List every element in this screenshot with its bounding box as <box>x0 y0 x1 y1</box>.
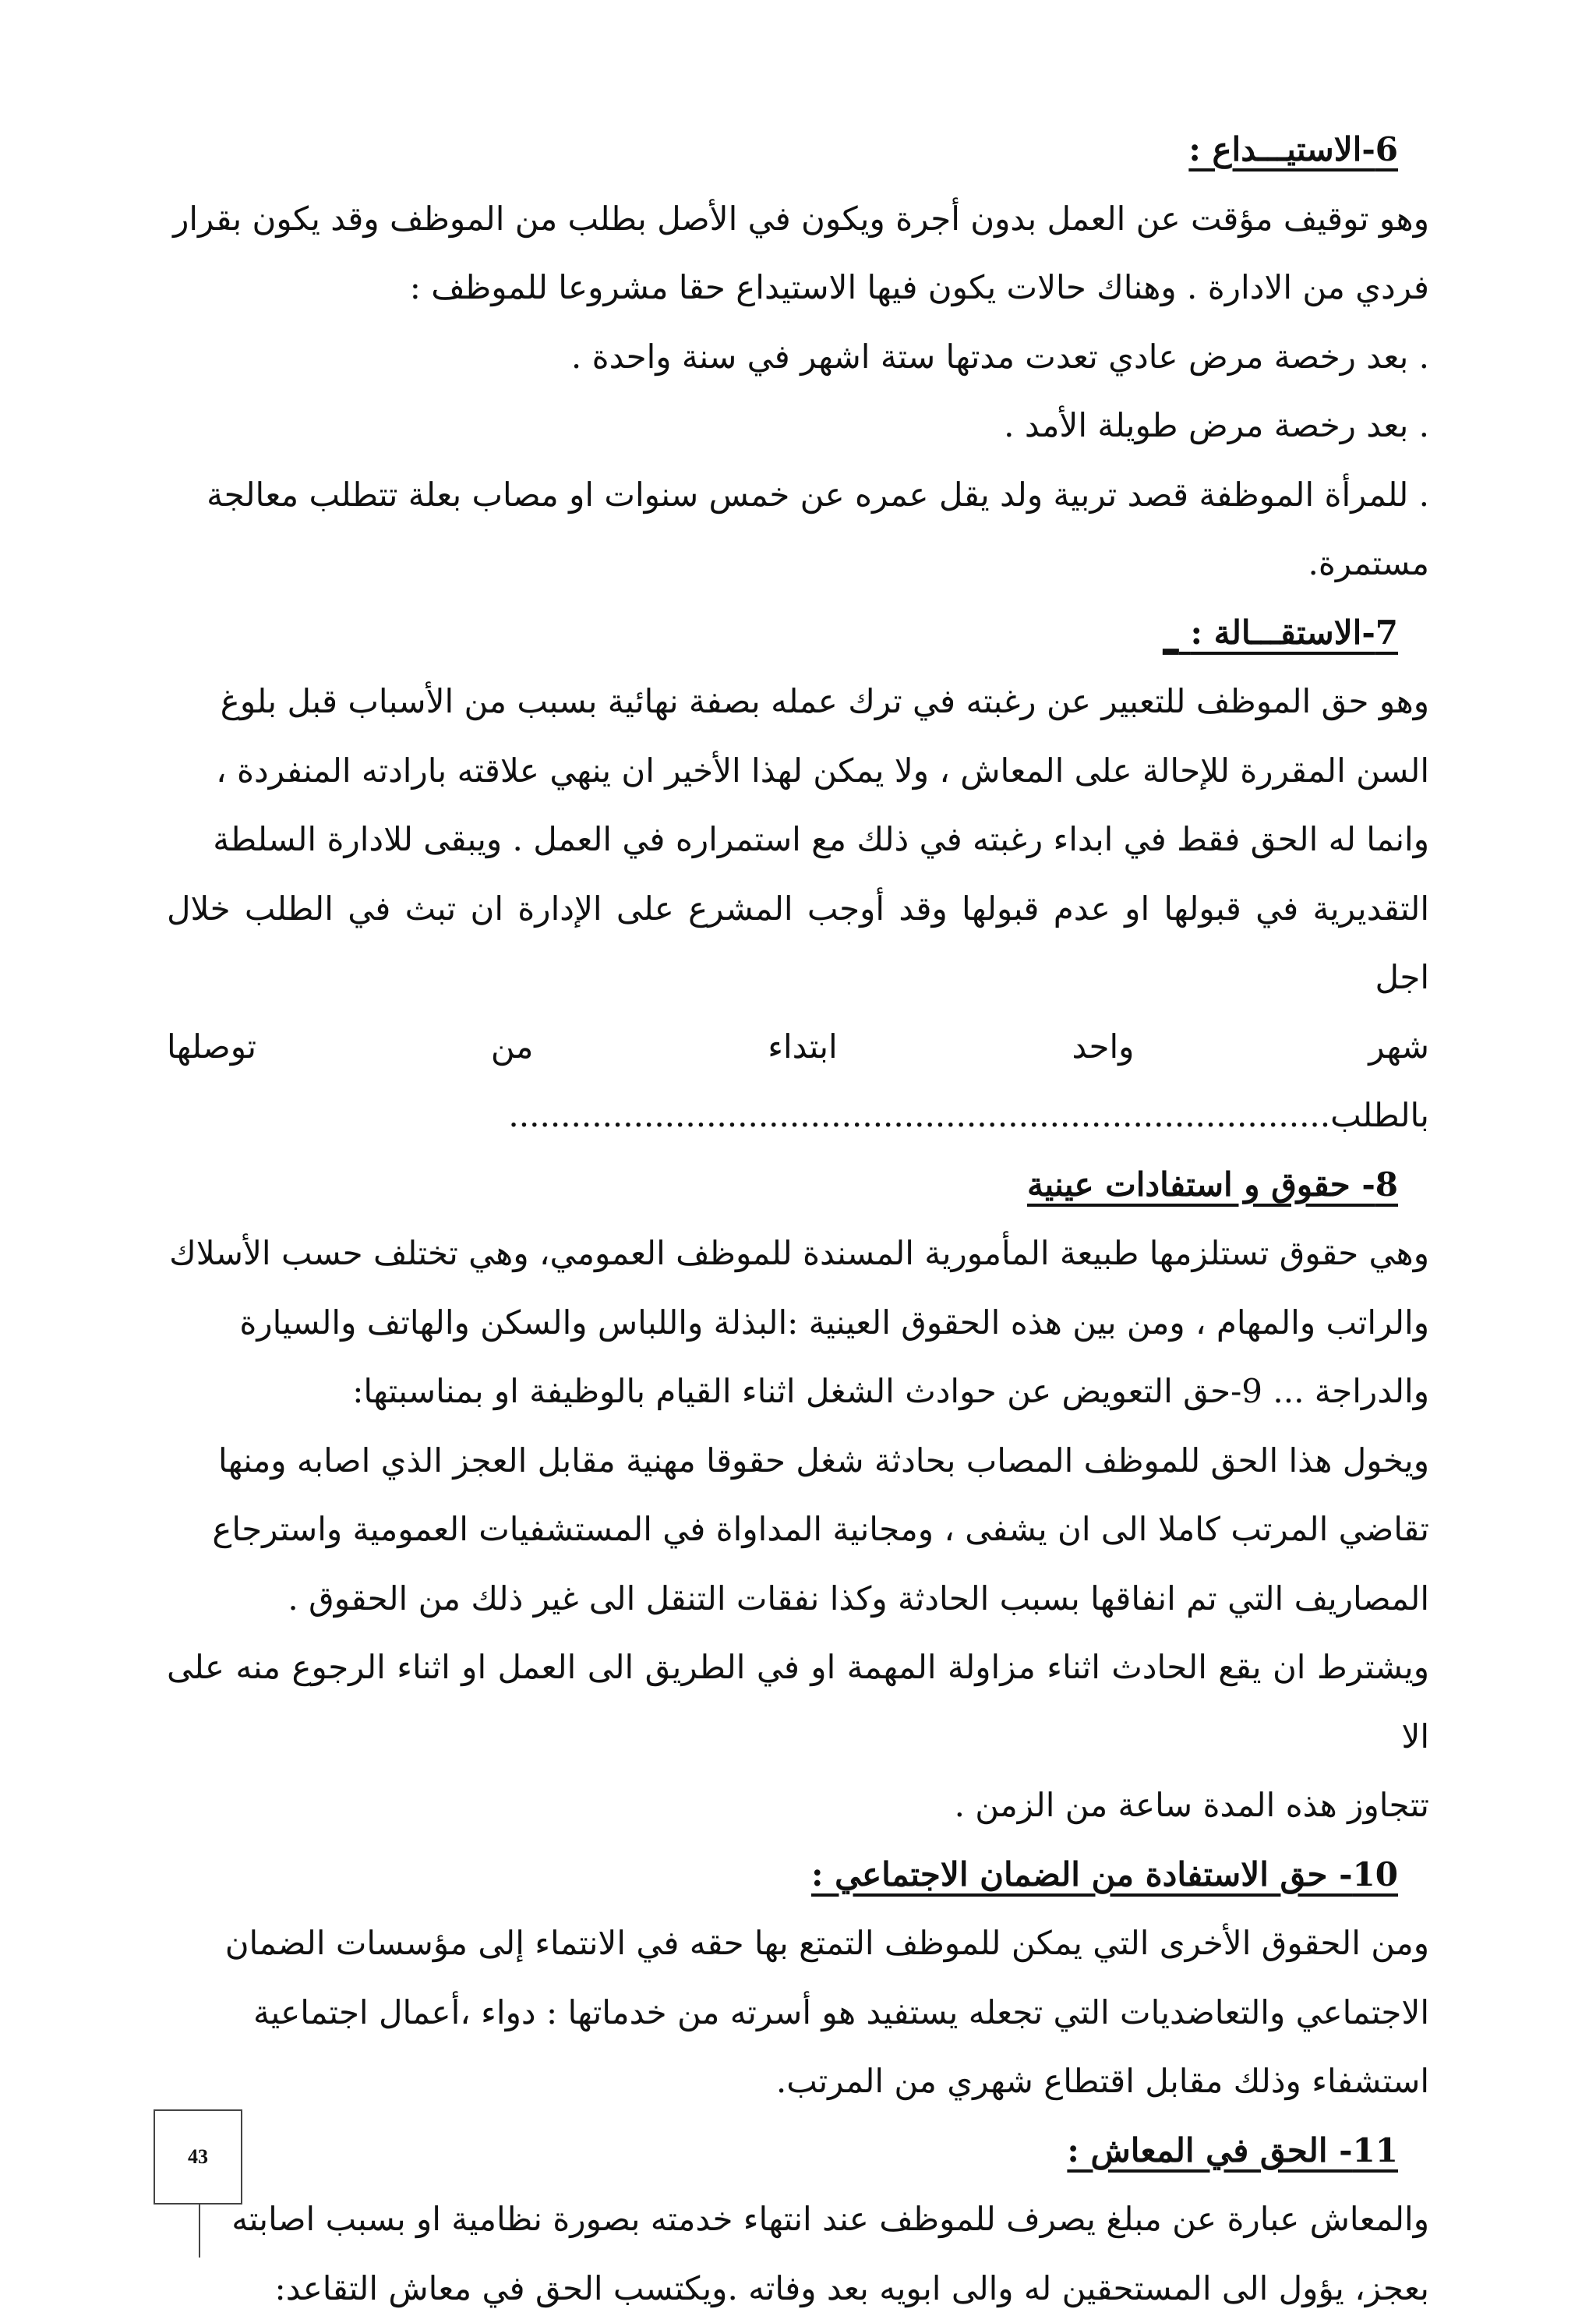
paragraph-line: تتجاوز هذه المدة ساعة من الزمن . <box>167 1771 1429 1840</box>
paragraph-line: السن المقررة للإحالة على المعاش ، ولا يمكن لهذا الأخير ان ينهي علاقته بارادته المنفردة ، <box>167 737 1429 806</box>
paragraph-line: بعجز، يؤول الى المستحقين له والى ابويه بعد وفاته .ويكتسب الحق في معاش التقاعد: <box>167 2254 1429 2323</box>
paragraph-line: . للمرأة الموظفة قصد تربية ولد يقل عمره عن خمس سنوات او مصاب بعلة تتطلب معالجة <box>167 461 1429 530</box>
paragraph-line: ومن الحقوق الأخرى التي يمكن للموظف التمتع بها حقه في الانتماء إلى مؤسسات الضمان <box>167 1909 1429 1978</box>
paragraph-line: استشفاء وذلك مقابل اقتطاع شهري من المرتب. <box>167 2047 1429 2116</box>
heading-prefix-dash: _ <box>1163 613 1179 652</box>
paragraph-line: والدراجة ... 9-حق التعويض عن حوادث الشغل اثناء القيام بالوظيفة او بمناسبتها: <box>167 1357 1429 1427</box>
paragraph-line: مستمرة. <box>167 529 1429 599</box>
section-heading-6: 6-الاستيـــداع : <box>167 115 1429 185</box>
paragraph-line: والراتب والمهام ، ومن بين هذه الحقوق العينية :البذلة واللباس والسكن والهاتف والسيارة <box>167 1289 1429 1358</box>
section-heading-7-text: 7-الاستقـــالة : <box>1190 613 1398 652</box>
page-number-box <box>154 2109 242 2205</box>
section-heading-10: 10- حق الاستفادة من الضمان الاجتماعي : <box>167 1840 1429 1910</box>
paragraph-line: التقديرية في قبولها او عدم قبولها وقد أوجب المشرع على الإدارة ان تبث في الطلب خلال اجل <box>167 875 1429 1013</box>
paragraph-line: ويخول هذا الحق للموظف المصاب بحادثة شغل حقوقا مهنية مقابل العجز الذي اصابه ومنها <box>167 1427 1429 1496</box>
page-number-connector-line <box>199 2205 200 2258</box>
paragraph-line: المصاريف التي تم انفاقها بسبب الحادثة وكذا نفقات التنقل الى غير ذلك من الحقوق . <box>167 1565 1429 1634</box>
page-number: 43 <box>188 2145 208 2169</box>
paragraph-line: ويشترط ان يقع الحادث اثناء مزاولة المهمة او في الطريق الى العمل او اثناء الرجوع منه على الا <box>167 1633 1429 1771</box>
paragraph-line: وهي حقوق تستلزمها طبيعة المأمورية المسندة للموظف العمومي، وهي تختلف حسب الأسلاك <box>167 1219 1429 1289</box>
paragraph-line: والمعاش عبارة عن مبلغ يصرف للموظف عند انتهاء خدمته بصورة نظامية او بسبب اصابته <box>167 2185 1429 2254</box>
paragraph-line: وهو حق الموظف للتعبير عن رغبته في ترك عمله بصفة نهائية بسبب من الأسباب قبل بلوغ <box>167 667 1429 737</box>
paragraph-line: تقاضي المرتب كاملا الى ان يشفى ، ومجانية المداواة في المستشفيات العمومية واسترجاع <box>167 1495 1429 1565</box>
paragraph-line: الاجتماعي والتعاضديات التي تجعله يستفيد هو أسرته من خدماتها : دواء ،أعمال اجتماعية <box>167 1978 1429 2048</box>
page-content <box>167 115 1429 2323</box>
paragraph-line: . بعد رخصة مرض طويلة الأمد . <box>167 391 1429 461</box>
paragraph-line: وانما له الحق فقط في ابداء رغبته في ذلك مع استمراره في العمل . ويبقى للادارة السلطة <box>167 805 1429 875</box>
paragraph-line: . بعد رخصة مرض عادي تعدت مدتها ستة اشهر في سنة واحدة . <box>167 323 1429 392</box>
paragraph-line: فردي من الادارة . وهناك حالات يكون فيها الاستيداع حقا مشروعا للموظف : <box>167 253 1429 323</box>
paragraph-line: شهر واحد ابتداء من توصلها بالطلب............................................................................... <box>167 1013 1429 1151</box>
section-heading-8: 8- حقوق و استفادات عينية <box>167 1151 1429 1220</box>
section-heading-11: 11- الحق في المعاش : <box>167 2116 1429 2186</box>
paragraph-line: وهو توقيف مؤقت عن العمل بدون أجرة ويكون في الأصل بطلب من الموظف وقد يكون بقرار <box>167 185 1429 254</box>
section-heading-7 <box>167 599 1429 668</box>
